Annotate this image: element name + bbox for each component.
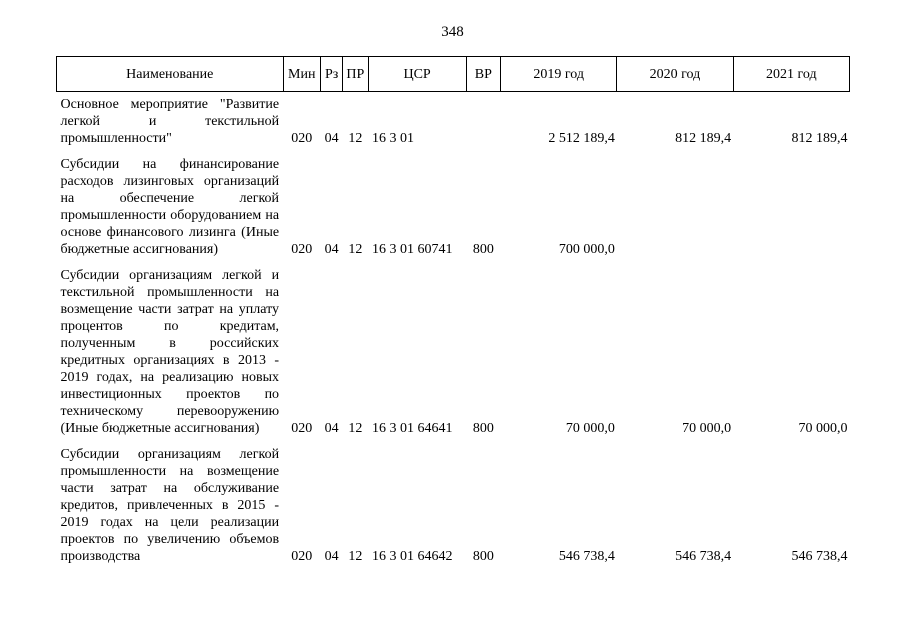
row-2020: 812 189,4 bbox=[675, 131, 732, 146]
page-number: 348 bbox=[441, 24, 464, 40]
row-2019: 70 000,0 bbox=[565, 421, 615, 436]
row-rz: 04 bbox=[324, 131, 339, 146]
row-csr: 16 3 01 64641 bbox=[372, 421, 453, 436]
row-csr: 16 3 01 bbox=[372, 131, 415, 146]
row-2020: 70 000,0 bbox=[682, 421, 732, 436]
header-rz: Рз bbox=[320, 57, 342, 92]
header-name: Наименование bbox=[57, 57, 284, 92]
row-pr: 12 bbox=[348, 131, 363, 146]
table-body bbox=[57, 92, 850, 575]
row-name: Субсидии организациям легкой и текстильной промышленности на возмещение части затрат на уплату процентов по кредитам, полученным в российских кредитных организациях в 2013 - 2019 годах, на реализацию новых инвестиционных проектов по техническому перевооружению (Иные бюджетные ассигнования) bbox=[60, 268, 280, 436]
header-csr: ЦСР bbox=[368, 57, 466, 92]
row-name: Субсидии организациям легкой промышленности на возмещение части затрат на обслуживание кредитов, привлеченных в 2015 - 2019 годах на цели реализации проектов по увеличению объемов производства bbox=[60, 447, 280, 564]
header-row bbox=[57, 57, 850, 92]
row-pr: 12 bbox=[348, 549, 363, 564]
table-row bbox=[57, 92, 850, 157]
row-rz: 04 bbox=[324, 549, 339, 564]
row-rz: 04 bbox=[324, 421, 339, 436]
header-2020: 2020 год bbox=[617, 57, 733, 92]
row-vr: 800 bbox=[472, 549, 494, 564]
header-min: Мин bbox=[283, 57, 320, 92]
table-row bbox=[57, 267, 850, 446]
table-header bbox=[57, 57, 850, 92]
row-2019: 700 000,0 bbox=[558, 242, 615, 257]
header-vr: ВР bbox=[466, 57, 500, 92]
table-row bbox=[57, 446, 850, 574]
row-csr: 16 3 01 64642 bbox=[372, 549, 453, 564]
header-pr: ПР bbox=[343, 57, 368, 92]
row-vr: 800 bbox=[472, 421, 494, 436]
row-name: Основное мероприятие "Развитие легкой и текстильной промышленности" bbox=[60, 97, 280, 146]
row-pr: 12 bbox=[348, 242, 363, 257]
row-pr: 12 bbox=[348, 421, 363, 436]
header-2019: 2019 год bbox=[501, 57, 617, 92]
row-2021 bbox=[733, 156, 849, 267]
row-2021: 546 738,4 bbox=[791, 549, 848, 564]
row-vr: 800 bbox=[472, 242, 494, 257]
row-vr bbox=[466, 92, 500, 157]
row-csr: 16 3 01 60741 bbox=[372, 242, 453, 257]
header-2021: 2021 год bbox=[733, 57, 849, 92]
row-min: 020 bbox=[291, 549, 313, 564]
row-rz: 04 bbox=[324, 242, 339, 257]
row-2020: 546 738,4 bbox=[675, 549, 732, 564]
row-2019: 546 738,4 bbox=[558, 549, 615, 564]
row-min: 020 bbox=[291, 242, 313, 257]
row-2019: 2 512 189,4 bbox=[548, 131, 615, 146]
table-row bbox=[57, 156, 850, 267]
row-name: Субсидии на финансирование расходов лизинговых организаций на обеспечение легкой промышленности оборудованием на основе финансового лизинга (Иные бюджетные ассигнования) bbox=[60, 157, 280, 257]
row-2021: 812 189,4 bbox=[791, 131, 848, 146]
row-2021: 70 000,0 bbox=[798, 421, 848, 436]
row-min: 020 bbox=[291, 421, 313, 436]
row-2020 bbox=[617, 156, 733, 267]
budget-table bbox=[56, 56, 850, 574]
row-min: 020 bbox=[291, 131, 313, 146]
